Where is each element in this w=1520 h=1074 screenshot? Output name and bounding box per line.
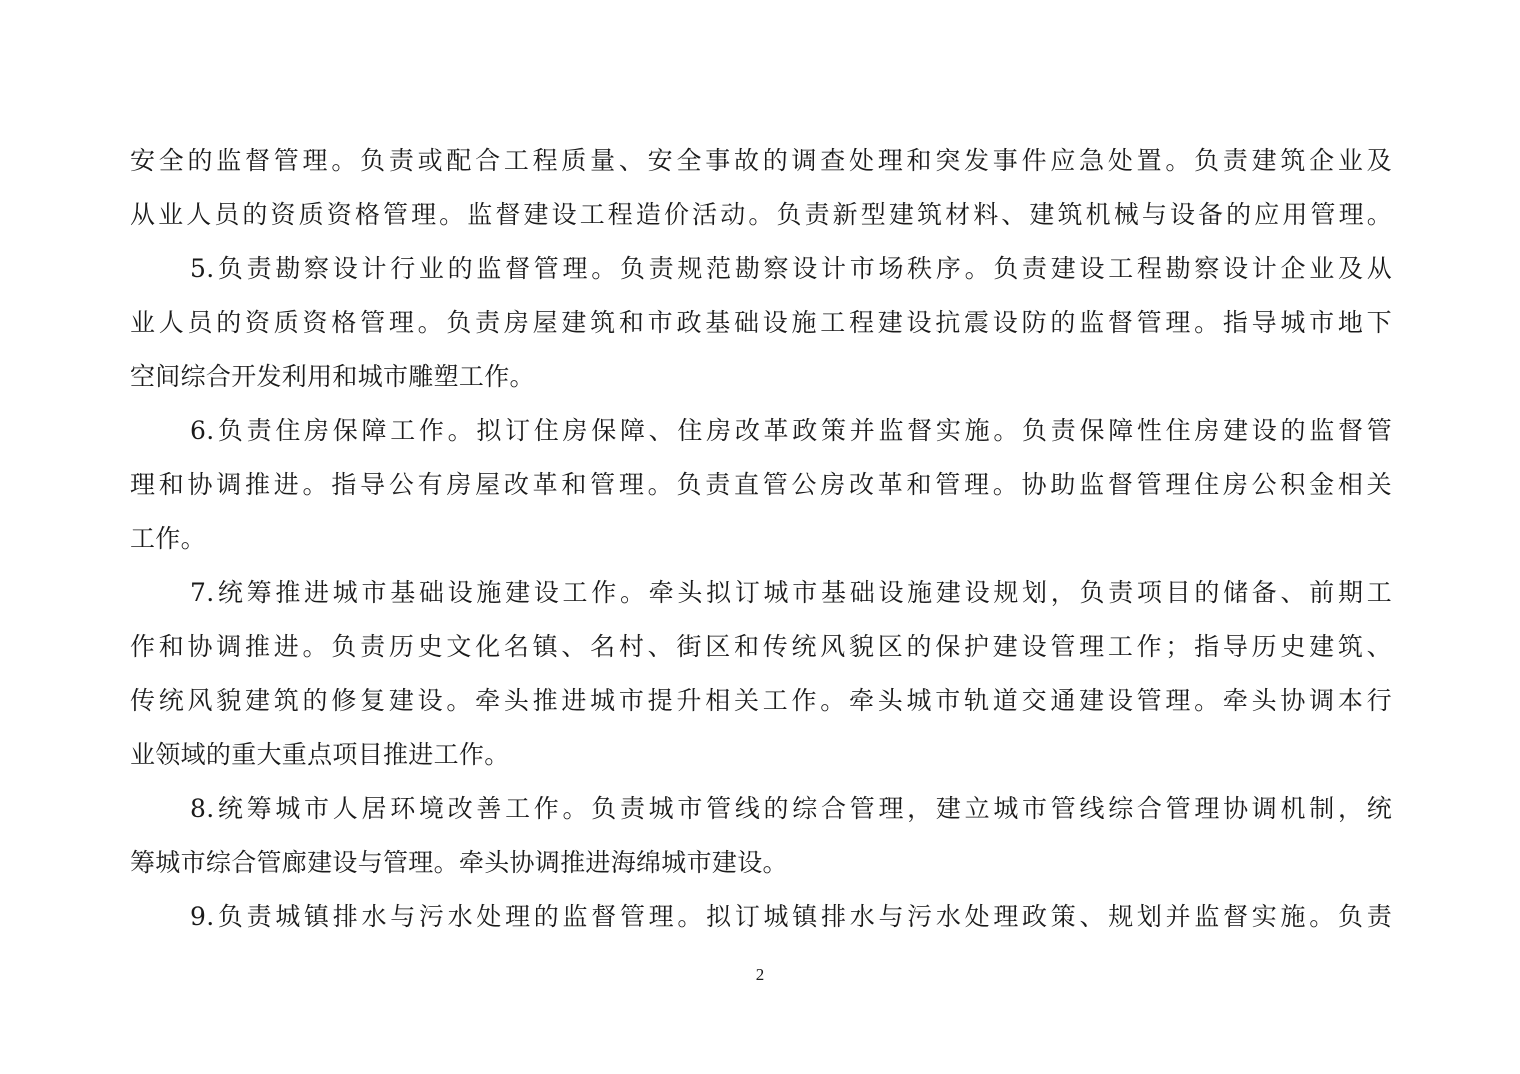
paragraph-6-start: 6.负责住房保障工作。拟订住房保障、住房改革政策并监督实施。负责保障性住房建设的监督管 [190,416,1392,445]
page-number: 2 [755,965,765,984]
text-line: 作和协调推进。负责历史文化名镇、名村、街区和传统风貌区的保护建设管理工作；指导历史建筑、 [130,632,1392,661]
paragraph-8-start: 8.统筹城市人居环境改善工作。负责城市管线的综合管理，建立城市管线综合管理协调机制，统 [190,794,1392,823]
text-line: 业领域的重大重点项目推进工作。 [130,740,510,769]
text-line: 从业人员的资质资格管理。监督建设工程造价活动。负责新型建筑材料、建筑机械与设备的应用管理。 [130,200,1392,229]
text-line: 空间综合开发利用和城市雕塑工作。 [130,362,535,391]
paragraph-5-start: 5.负责勘察设计行业的监督管理。负责规范勘察设计市场秩序。负责建设工程勘察设计企业及从 [190,254,1392,283]
text-line: 业人员的资质资格管理。负责房屋建筑和市政基础设施工程建设抗震设防的监督管理。指导城市地下 [130,308,1392,337]
text-line: 工作。 [130,524,206,553]
text-line: 理和协调推进。指导公有房屋改革和管理。负责直管公房改革和管理。协助监督管理住房公积金相关 [130,470,1392,499]
text-line: 安全的监督管理。负责或配合工程质量、安全事故的调查处理和突发事件应急处置。负责建筑企业及 [130,146,1392,175]
paragraph-7-start: 7.统筹推进城市基础设施建设工作。牵头拟订城市基础设施建设规划，负责项目的储备、前期工 [190,578,1392,607]
text-line: 筹城市综合管廊建设与管理。牵头协调推进海绵城市建设。 [130,848,788,877]
text-line: 传统风貌建筑的修复建设。牵头推进城市提升相关工作。牵头城市轨道交通建设管理。牵头协调本行 [130,686,1392,715]
paragraph-9-start: 9.负责城镇排水与污水处理的监督管理。拟订城镇排水与污水处理政策、规划并监督实施。负责 [190,902,1392,931]
document-body [130,134,1392,944]
